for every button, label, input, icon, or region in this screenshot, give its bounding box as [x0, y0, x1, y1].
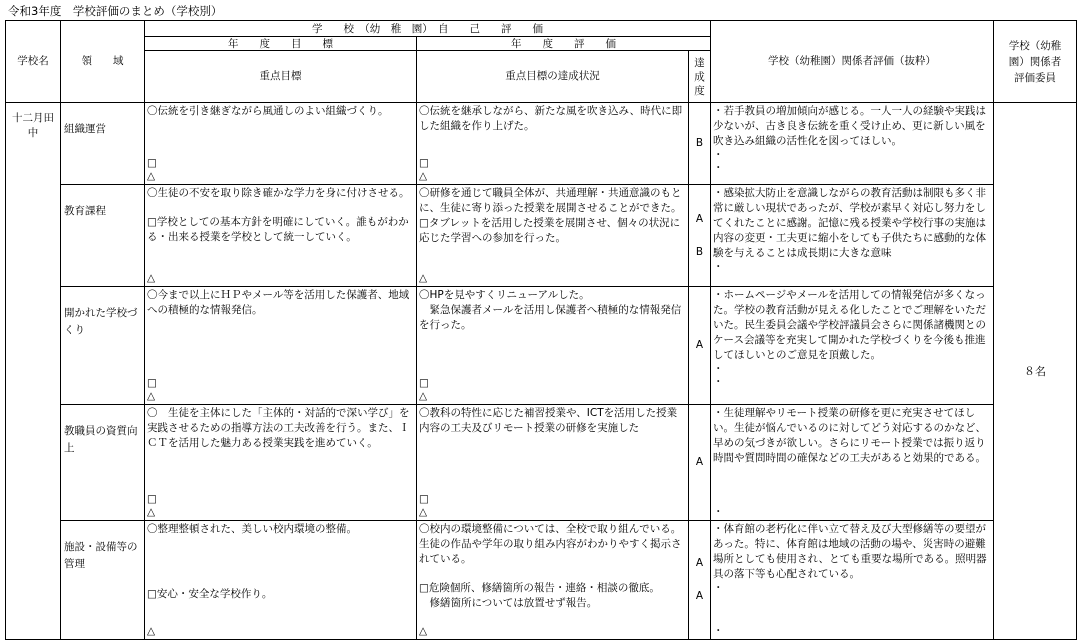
header-committee: 学校（幼稚 園）関係者 評価委員	[994, 21, 1077, 103]
stakeholder-dot: ・	[713, 162, 724, 174]
header-key-goal: 重点目標	[145, 51, 417, 103]
status-cell	[417, 287, 689, 405]
school-name: 十二月田 中	[6, 103, 61, 640]
status-cell	[417, 185, 689, 287]
grade-2: B	[695, 245, 704, 258]
header-self-evaluation: 学 校 （幼 稚 園） 自 己 評 価	[145, 21, 711, 37]
goal-main: 〇生徒の不安を取り除き確かな学力を身に付けさせる。	[147, 187, 410, 199]
status-triangle: △	[419, 272, 428, 284]
goal-triangle: △	[147, 170, 156, 182]
status-triangle: △	[419, 170, 428, 182]
goal-box: □	[147, 493, 157, 505]
goal-main: 〇伝統を引き継ぎながら風通しのよい組織づくり。	[147, 105, 389, 117]
stakeholder-cell	[711, 185, 994, 287]
goal-cell	[145, 521, 417, 640]
goal-sub: □学校としての基本方針を明確にしていく。誰もがわかる・出来る授業を学校として統一していく。	[147, 216, 409, 243]
table-row	[6, 287, 1077, 405]
domain-cell: 施設・設備等の管理	[61, 521, 145, 640]
domain-cell: 教職員の資質向上	[61, 405, 145, 521]
committee-count: ８名	[994, 103, 1077, 640]
stakeholder-dot: ・	[713, 261, 724, 273]
domain-cell: 教育課程	[61, 185, 145, 287]
goal-cell	[145, 103, 417, 185]
grade-1: A	[695, 339, 704, 351]
grade-cell	[689, 287, 711, 405]
stakeholder-text: ・若手教員の増加傾向が感じる。一人一人の経験や実践は少ないが、古き良き伝統を重く受け止め、更に新しい風を吹き込み組織の活性化を図ってほしい。	[713, 105, 987, 147]
grade-2: A	[695, 590, 704, 602]
stakeholder-text: ・感染拡大防止を意識しながらの教育活動は制限も多く非常に厳しい現状であったが、学校が素早く対応し努力をしてくれたことに感謝。記憶に残る授業や学校行事の実施は内容の変更・工夫更に縮小をしても子供たちに感動的な体験を与えることは成長期に大きな意味	[713, 187, 987, 259]
status-main: 〇研修を通じて職員全体が、共通理解・共通意識のもとに、生徒に寄り添った授業を展開させることができた。	[419, 187, 682, 214]
grade-1: B	[695, 137, 704, 149]
header-annual-evaluation: 年 度 評 価	[417, 37, 711, 51]
status-sub: □危険個所、修繕箇所の報告・連絡・相談の徹底。 修繕箇所については放置せず報告。	[419, 582, 660, 609]
stakeholder-cell	[711, 287, 994, 405]
stakeholder-cell	[711, 521, 994, 640]
goal-main: 〇 生徒を主体にした「主体的・対話的で深い学び」を実践させるための指導方法の工夫改善を行う。また、ＩＣＴを活用した魅力ある授業実践を進めていく。	[147, 407, 410, 449]
stakeholder-dot: ・	[713, 149, 724, 161]
status-main: 〇伝統を継承しながら、新たな風を吹き込み、時代に即した組織を作り上げた。	[419, 105, 683, 132]
goal-triangle: △	[147, 390, 156, 402]
goal-cell	[145, 287, 417, 405]
table-row	[6, 185, 1077, 287]
grade-1: A	[695, 456, 704, 468]
goal-cell	[145, 185, 417, 287]
status-cell	[417, 405, 689, 521]
grade-cell	[689, 185, 711, 287]
stakeholder-text: ・体育館の老朽化に伴い立て替え及び大型修繕等の要望があった。特に、体育館は地域の活動の場や、災害時の避難場所としても使用され、とても重要な場所である。照明器具の落下等も心配されている。	[713, 523, 987, 580]
goal-main: 〇整理整頓された、美しい校内環境の整備。	[147, 523, 357, 535]
stakeholder-dot: ・	[713, 363, 724, 375]
stakeholder-cell	[711, 405, 994, 521]
stakeholder-dot: ・	[713, 376, 724, 388]
table-row	[6, 521, 1077, 640]
header-achievement-degree: 達 成 度	[689, 51, 711, 103]
goal-triangle: △	[147, 625, 156, 637]
page-title: 令和3年度 学校評価のまとめ（学校別）	[8, 4, 223, 18]
goal-box: □	[147, 157, 157, 169]
header-stakeholder-evaluation: 学校（幼稚園）関係者評価（抜粋）	[711, 21, 994, 103]
status-triangle: △	[419, 390, 428, 402]
status-cell	[417, 103, 689, 185]
table-row	[6, 103, 1077, 185]
goal-box: □	[147, 377, 157, 389]
stakeholder-text: ・生徒理解やリモート授業の研修を更に充実させてほしい。生徒が悩んでいるのに対してどう対応するのかなど、早めの気づきが欲しい。さらにリモート授業では振り返り時間や質問時間の確保などの工夫があると効果的である。	[713, 407, 987, 464]
school-evaluation-table	[5, 20, 1077, 640]
status-main: 〇HPを見やすくリニューアルした。 緊急保護者メールを活用し保護者へ積極的な情報発信を行った。	[419, 289, 682, 331]
stakeholder-text: ・ホームページやメールを活用しての情報発信が多くなった。学校の教育活動が見える化したことでご理解をいただいた。民生委員会議や学校評議員会さらに関係諸機関とのケース会議等を充実して開かれた学校づくりを今後も推進してほしいとのご意見を頂戴した。	[713, 289, 987, 361]
status-main: 〇教科の特性に応じた補習授業や、ICTを活用した授業内容の工夫及びリモート授業の研修を実施した	[419, 407, 678, 434]
grade-1: A	[695, 557, 704, 569]
grade-cell	[689, 103, 711, 185]
status-box: □	[419, 157, 429, 169]
grade-1: A	[695, 212, 704, 225]
header-achievement-status: 重点目標の達成状況	[417, 51, 689, 103]
goal-main: 〇今まで以上にＨＰやメール等を活用した保護者、地域への積極的な情報発信。	[147, 289, 410, 316]
grade-cell	[689, 521, 711, 640]
header-school-name: 学校名	[6, 21, 61, 103]
status-box: □	[419, 493, 429, 505]
table-row	[6, 405, 1077, 521]
status-sub: □タブレットを活用した授業を展開させ、個々の状況に応じた学習への参加を行った。	[419, 217, 681, 244]
stakeholder-dot: ・	[713, 506, 724, 518]
status-triangle: △	[419, 506, 428, 518]
stakeholder-dot: ・	[713, 582, 724, 594]
header-domain: 領 域	[61, 21, 145, 103]
domain-cell: 開かれた学校づくり	[61, 287, 145, 405]
domain-cell: 組織運営	[61, 103, 145, 185]
status-triangle: △	[419, 625, 428, 637]
stakeholder-dot: ・	[713, 625, 724, 637]
status-cell	[417, 521, 689, 640]
status-main: 〇校内の環境整備については、全校で取り組んでいる。生徒の作品や学年の取り組み内容がわかりやすく掲示されている。	[419, 523, 682, 565]
grade-cell	[689, 405, 711, 521]
stakeholder-cell	[711, 103, 994, 185]
header-annual-goal: 年 度 目 標	[145, 37, 417, 51]
goal-cell	[145, 405, 417, 521]
status-box: □	[419, 377, 429, 389]
goal-triangle: △	[147, 272, 156, 284]
goal-triangle: △	[147, 506, 156, 518]
goal-sub: □安心・安全な学校作り。	[147, 588, 273, 600]
